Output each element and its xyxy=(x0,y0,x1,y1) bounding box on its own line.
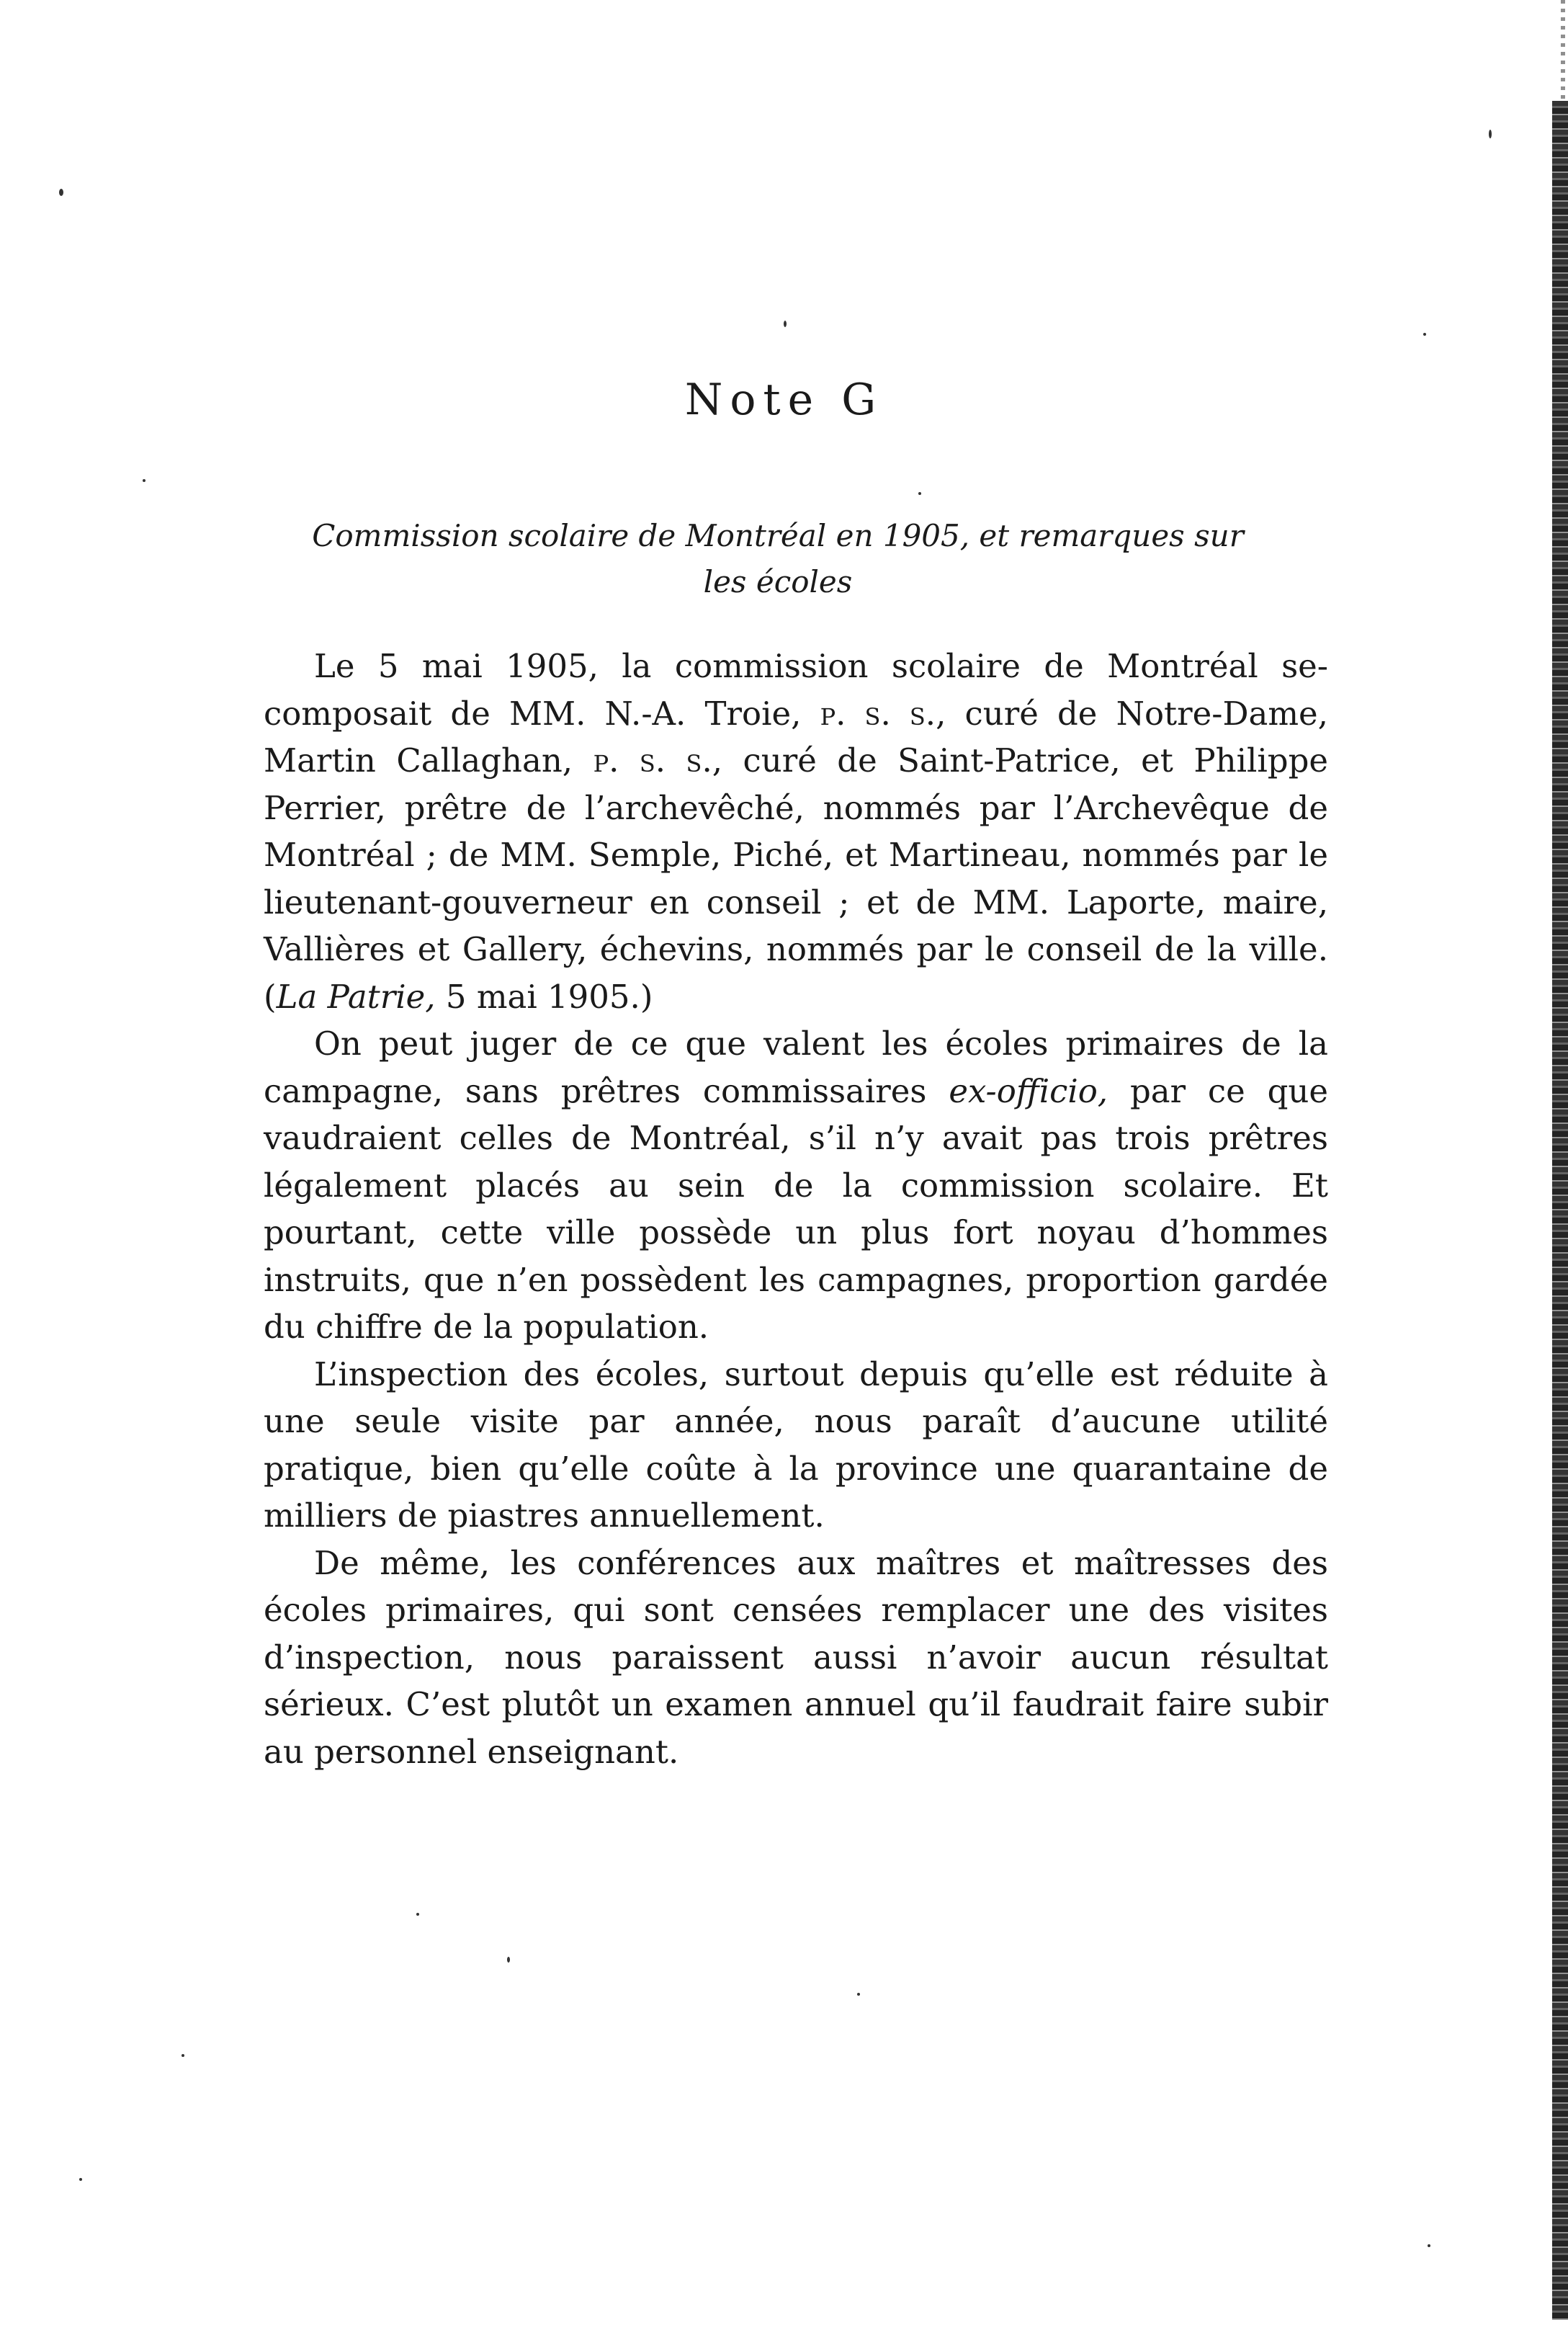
ink-speck xyxy=(59,189,63,196)
ink-speck xyxy=(79,2178,82,2181)
paragraph-1-text-c: , curé de Saint-Patrice, et Philippe Perrier, prêtre de l’archevêché, nommés par l’Archevêque de Montréal ; de MM. Semple, Piché, et Martineau, nommés par le lieutenant-gouverneur en conseil ; et de MM. Laporte, maire, Vallières et Gallery, échevins, nommés par le conseil de la ville. ( xyxy=(264,741,1329,1016)
paragraph-2 xyxy=(264,1020,1328,1351)
paragraph-4: De même, les conférences aux maîtres et maîtresses des écoles primaires, qui sont censées remplacer une des visites d’inspection, nous paraissent aussi n’avoir aucun résultat sérieux. C’est plutôt un examen annuel qu’il faudrait faire subir au personnel enseignant. xyxy=(264,1543,1328,1771)
ink-speck xyxy=(784,321,787,327)
paragraph-1 xyxy=(264,643,1328,1020)
note-subtitle xyxy=(259,513,1296,605)
ink-speck xyxy=(182,2054,184,2057)
ink-speck xyxy=(1428,2244,1430,2247)
subtitle-line-1: Commission scolaire de Montréal en 1905, et remarques sur xyxy=(312,518,1244,553)
ink-speck xyxy=(918,492,921,495)
binding-edge xyxy=(1552,101,1568,2320)
paragraph-1-text-d: 5 mai 1905.) xyxy=(435,977,653,1016)
ink-speck xyxy=(1489,130,1492,138)
subtitle-line-2: les écoles xyxy=(703,564,853,599)
ink-speck xyxy=(143,479,145,482)
ink-speck xyxy=(1423,333,1426,336)
binding-edge-top xyxy=(1561,0,1565,101)
source-citation: La Patrie, xyxy=(276,977,436,1016)
ink-speck xyxy=(507,1957,510,1963)
pss-abbreviation: p. s. s. xyxy=(820,694,936,733)
note-body xyxy=(264,643,1328,1775)
note-heading: Note G xyxy=(684,375,884,425)
paragraph-2-text-a: On peut juger de ce que valent les écoles primaires de la campagne, sans prêtres commissaires xyxy=(264,1025,1328,1110)
paragraph-1-text-a: Le 5 mai 1905, la commission scolaire de Montréal se-composait de MM. N.-A. Troie, xyxy=(264,647,1328,733)
ink-speck xyxy=(857,1993,860,1996)
paragraph-2-text-b: par ce que vaudraient celles de Montréal, s’il n’y avait pas trois prêtres légalement placés au sein de la commission scolaire. Et pourtant, cette ville possède un plus fort noyau d’hommes instruits, que n’en possèdent les campagnes, proportion gardée du chiffre de la population. xyxy=(264,1071,1329,1346)
latin-term: ex-officio, xyxy=(949,1071,1108,1110)
ink-speck xyxy=(416,1913,419,1916)
paragraph-3: L’inspection des écoles, surtout depuis qu’elle est réduite à une seule visite par année, nous paraît d’aucune utilité pratique, bien qu’elle coûte à la province une quarantaine de milliers de piastres annuellement. xyxy=(264,1354,1328,1535)
paragraph-1-text-b: , curé de Notre-Dame, Martin Callaghan, xyxy=(264,694,1328,780)
pss-abbreviation: p. s. s. xyxy=(593,741,712,780)
